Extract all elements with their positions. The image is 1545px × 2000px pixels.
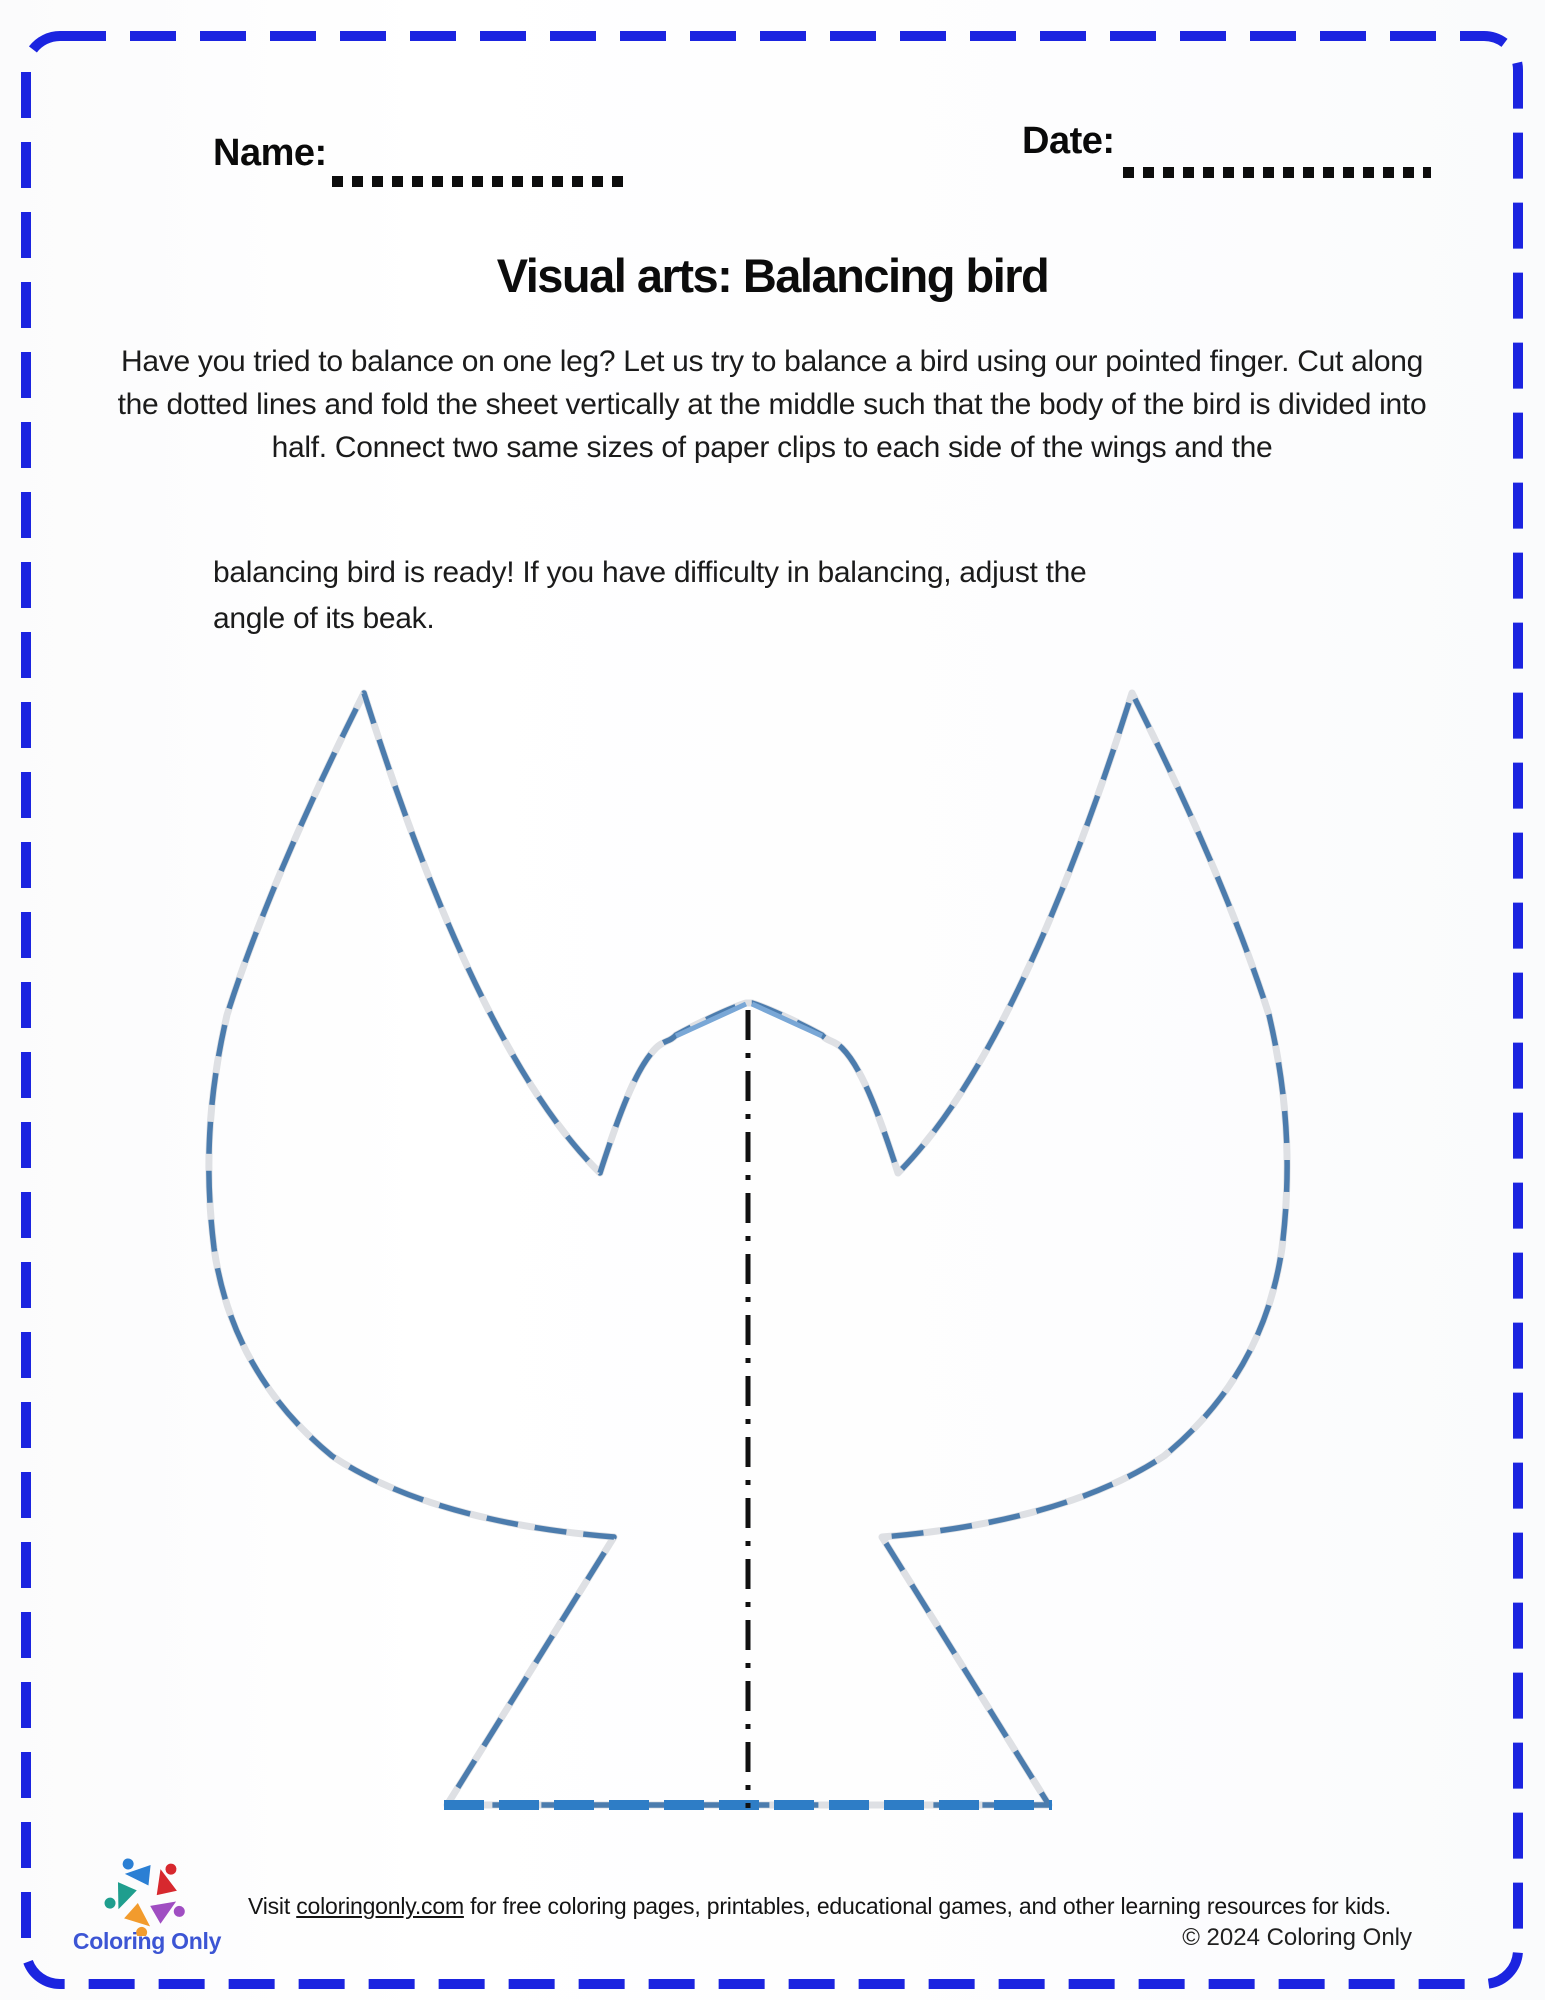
logo-figure-red xyxy=(153,1869,182,1900)
bird-beak-solid-edge-left xyxy=(676,1004,746,1036)
name-label: Name: xyxy=(213,132,327,174)
visit-text-before: Visit xyxy=(248,1893,297,1919)
bird-beak-solid-edge-right xyxy=(752,1004,822,1036)
page-title: Visual arts: Balancing bird xyxy=(496,249,1049,302)
logo-figure-purple xyxy=(150,1901,176,1923)
logo-figure-teal-dot xyxy=(102,1895,117,1910)
copyright-text: © 2024 Coloring Only xyxy=(1182,1924,1412,1951)
coloring-only-logo-text: Coloring Only xyxy=(72,1928,222,1954)
date-label: Date: xyxy=(1022,120,1115,162)
coloringonly-link[interactable]: coloringonly.com xyxy=(296,1893,464,1919)
footer-visit-text xyxy=(248,1886,1438,1926)
instructions-paragraph-1: Have you tried to balance on one leg? Let us try to balance a bird using our pointed finger. Cut along the dotted lines and fold the sheet vertically at the middle such that the body of the bird is divided into half. Connect two same sizes of paper clips to each side of the wings and the xyxy=(117,345,1427,464)
visit-text-after: for free coloring pages, printables, educational games, and other learning resources for kids. xyxy=(463,1893,1391,1919)
coloring-only-logo-icon xyxy=(96,1858,196,1936)
logo-figure-blue-dot xyxy=(120,1858,135,1872)
logo-figure-purple-dot xyxy=(174,1906,185,1917)
logo-figure-red-dot xyxy=(164,1862,178,1876)
instructions-paragraph-2: balancing bird is ready! If you have difficulty in balancing, adjust the angle of its beak. xyxy=(213,556,1087,635)
